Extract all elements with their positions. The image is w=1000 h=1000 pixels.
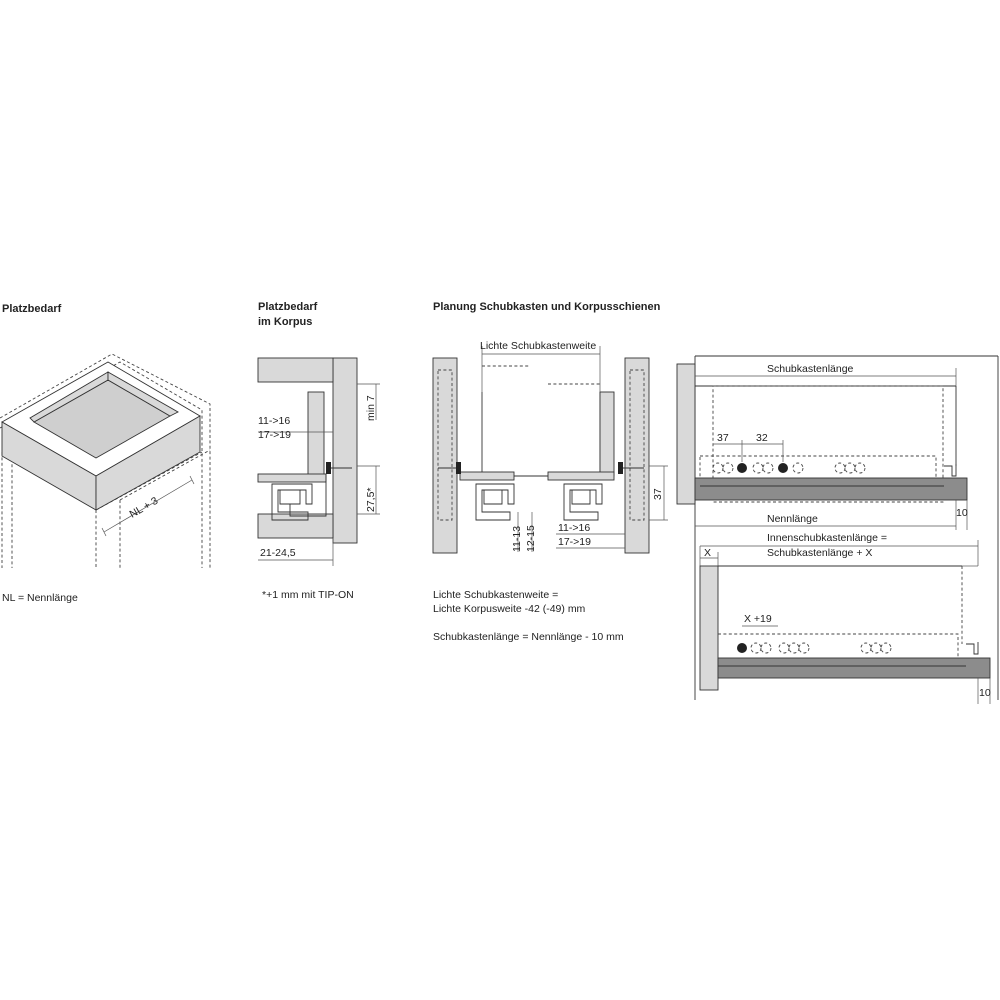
dim-10-bottom: 10 (979, 687, 991, 699)
planung-dim-11-13: 11-13 (511, 525, 523, 552)
label-nl-plus-3: NL + 3 (127, 494, 161, 521)
korpus-cross-section (258, 358, 380, 566)
label-inner-1: Innenschubkastenlänge = (767, 532, 887, 544)
korpus-dim-top-1: 11->16 (258, 415, 291, 427)
side-view-top (677, 364, 967, 530)
planung-dim-11-16: 11->16 (558, 522, 591, 534)
dim-10-top: 10 (956, 507, 968, 519)
platzbedarf-heading: Platzbedarf (2, 303, 62, 315)
planung-formula-1a: Lichte Schubkastenweite = (433, 589, 559, 601)
section-side-views (677, 356, 998, 704)
planung-label-width: Lichte Schubkastenweite (480, 340, 597, 352)
label-x-plus-19: X +19 (744, 613, 772, 625)
label-schubkastenlaenge: Schubkastenlänge (767, 363, 854, 375)
korpus-dim-top-2: 17->19 (258, 429, 291, 441)
planung-formula-1b: Lichte Korpusweite -42 (-49) mm (433, 603, 586, 615)
planung-dim-17-19: 17->19 (558, 536, 591, 548)
label-x: X (704, 547, 712, 559)
korpus-dim-27-5: 27,5* (365, 487, 377, 512)
section-planung (433, 301, 668, 643)
korpus-heading-line1: Platzbedarf (258, 301, 318, 313)
label-inner-2: Schubkastenlänge + X (767, 547, 873, 559)
dim-37-top: 37 (717, 432, 729, 444)
section-korpus (258, 301, 380, 601)
korpus-dim-min7: min 7 (365, 395, 377, 421)
drawer-isometric (0, 354, 210, 568)
korpus-heading-line2: im Korpus (258, 316, 313, 328)
korpus-note: *+1 mm mit TIP-ON (262, 589, 354, 601)
label-nennlaenge: Nennlänge (767, 513, 818, 525)
planung-dim-37: 37 (652, 488, 664, 500)
planung-cross-section (433, 346, 668, 553)
planung-dim-12-15: 12-15 (525, 525, 537, 552)
korpus-dim-bottom: 21-24,5 (260, 547, 296, 559)
planung-formula-2: Schubkastenlänge = Nennlänge - 10 mm (433, 631, 624, 643)
planung-heading: Planung Schubkasten und Korpusschienen (433, 301, 661, 313)
dim-32: 32 (756, 432, 768, 444)
platzbedarf-note: NL = Nennlänge (2, 592, 78, 604)
section-platzbedarf (0, 303, 210, 604)
